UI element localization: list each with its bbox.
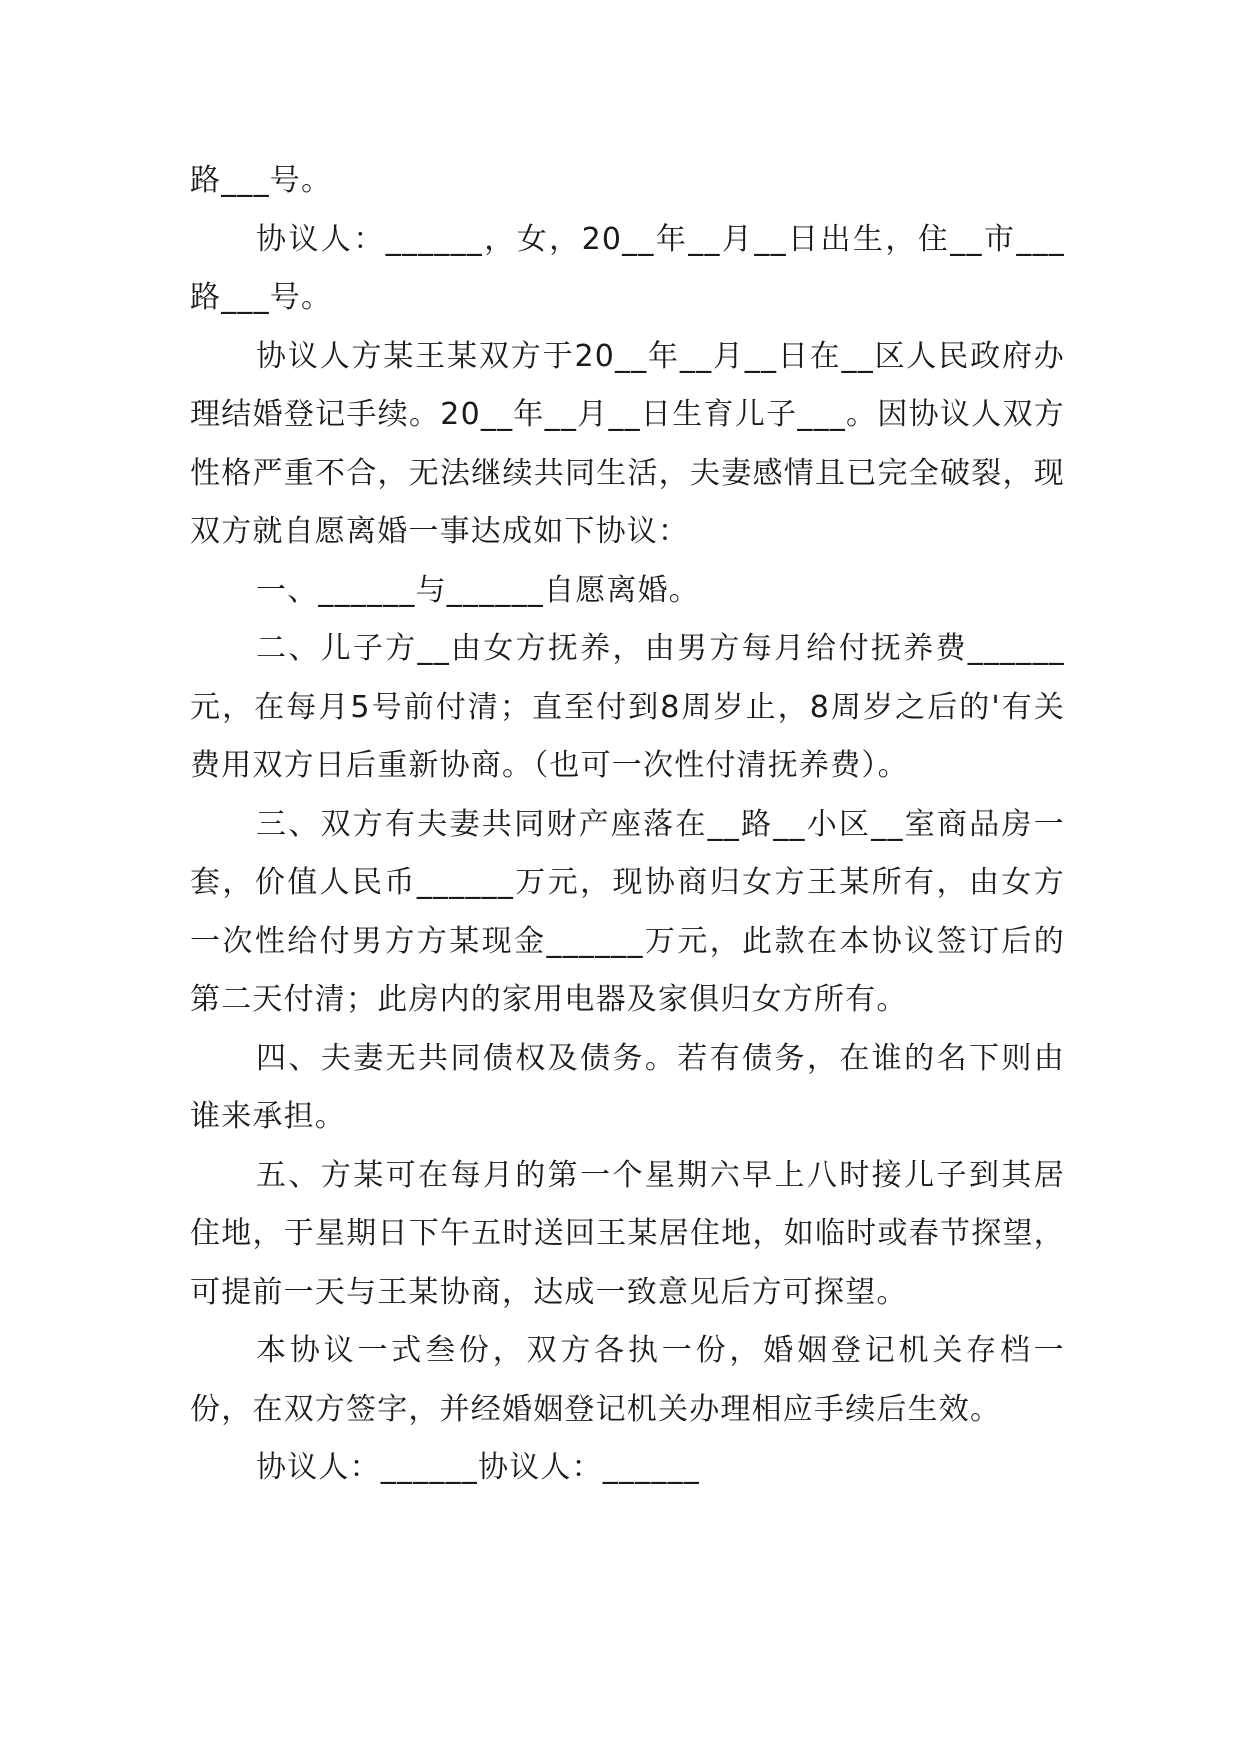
document-body — [190, 152, 1065, 1498]
signature-line: 协议人：______协议人：______ — [256, 1450, 700, 1485]
paragraph-preamble: 协议人方某王某双方于20__年__月__日在__区人民政府办理结婚登记手续。20__年__月__日生育儿子___。因协议人双方性格严重不合，无法继续共同生活，夫妻感情且已完全破裂，现双方就自愿离婚一事达成如下协议： — [190, 338, 1065, 549]
paragraph-copies-effect: 本协议一式叁份，双方各执一份，婚姻登记机关存档一份，在双方签字，并经婚姻登记机关办理相应手续后生效。 — [190, 1333, 1065, 1427]
clause-3-property: 三、双方有夫妻共同财产座落在__路__小区__室商品房一套，价值人民币______万元，现协商归女方王某所有，由女方一次性给付男方方某现金______万元，此款在本协议签订后的第二天付清；此房内的家用电器及家俱归女方所有。 — [190, 806, 1065, 1017]
clause-2-child-support: 二、儿子方__由女方抚养，由男方每月给付抚养费______元，在每月5号前付清；直至付到8周岁止，8周岁之后的'有关费用双方日后重新协商。（也可一次性付清抚养费）。 — [190, 631, 1065, 783]
clause-4-debts: 四、夫妻无共同债权及债务。若有债务，在谁的名下则由谁来承担。 — [190, 1040, 1065, 1134]
paragraph-party-female: 协议人：______，女，20__年__月__日出生，住__市___路___号。 — [190, 221, 1065, 315]
clause-5-visitation: 五、方某可在每月的第一个星期六早上八时接儿子到其居住地，于星期日下午五时送回王某居住地，如临时或春节探望，可提前一天与王某协商，达成一致意见后方可探望。 — [190, 1157, 1065, 1310]
clause-1-divorce: 一、______与______自愿离婚。 — [256, 572, 700, 608]
paragraph-address-continuation: 路___号。 — [190, 163, 333, 198]
